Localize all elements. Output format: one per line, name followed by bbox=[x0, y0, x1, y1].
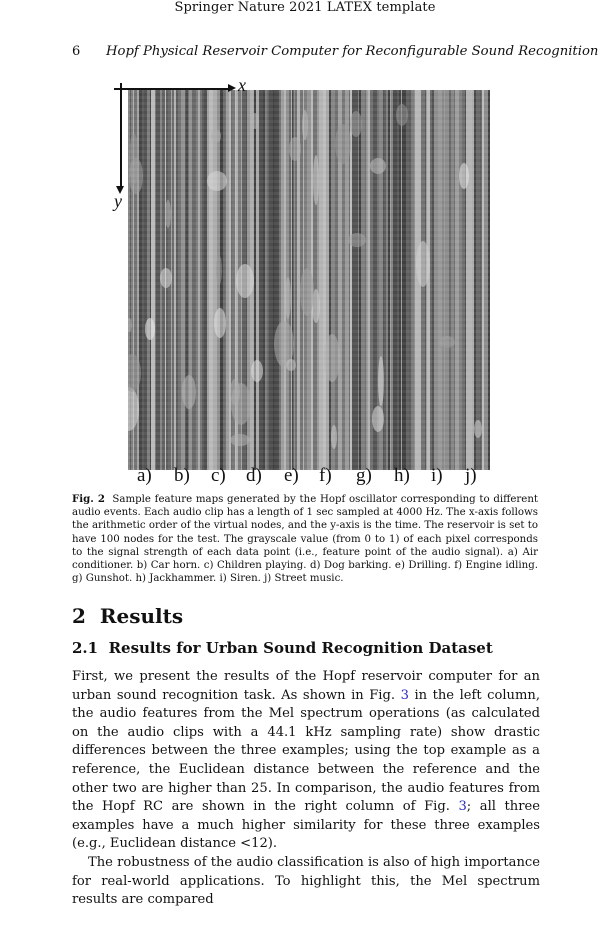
panel-label-a: a) bbox=[137, 465, 152, 486]
section-heading bbox=[72, 604, 183, 628]
subsection-number: 2.1 bbox=[72, 639, 99, 657]
x-axis-arrow-icon bbox=[228, 84, 236, 92]
subsection-title: Results for Urban Sound Recognition Dataset bbox=[108, 639, 493, 657]
section-number: 2 bbox=[72, 604, 86, 628]
paragraph-1 bbox=[72, 668, 540, 854]
paragraph-2: The robustness of the audio classification is also of high importance for real-world applications. To highlight this, the Mel spectrum results are compared bbox=[72, 854, 540, 908]
x-axis-line bbox=[114, 88, 232, 90]
panel-label-f: f) bbox=[319, 465, 332, 486]
feature-map-image bbox=[128, 90, 490, 470]
section-title: Results bbox=[99, 604, 184, 628]
figure-2 bbox=[110, 75, 500, 495]
running-head: Springer Nature 2021 LATEX template bbox=[174, 0, 436, 15]
y-axis-label: y bbox=[114, 191, 122, 211]
caption-figure-number: Fig. 2 bbox=[72, 493, 105, 505]
body-text bbox=[72, 668, 540, 910]
chapter-title: Hopf Physical Reservoir Computer for Reconfigurable Sound Recognition bbox=[106, 44, 599, 59]
panel-label-j: j) bbox=[465, 465, 477, 486]
paragraph-1-part-b: in the left column, the audio features from the Mel spectrum operations (as calculated on the audio clips with a 44.1 kHz sampling rate) show drastic differences between the three examples; using the top example as a reference, the Euclidean distance between the reference and the other two are higher than 25. In comparison, the audio features from the Hopf RC are shown in the right column of Fig. bbox=[72, 687, 540, 815]
page-number: 6 bbox=[72, 44, 81, 59]
panel-label-e: e) bbox=[284, 465, 299, 486]
panel-label-g: g) bbox=[356, 465, 372, 486]
panel-label-b: b) bbox=[174, 465, 190, 486]
caption-text: Sample feature maps generated by the Hopf oscillator corresponding to different audio events. Each audio clip has a length of 1 sec sampled at 4000 Hz. The x-axis follows the arithmetic order of the virtual nodes, and the y-axis is the time. The reservoir is set to have 100 nodes for the test. The grayscale value (from 0 to 1) of each pixel corresponds to the signal strength of each data point (i.e., feature point of the audio signal). a) Air conditioner. b) Car horn. c) Children playing. d) Dog barking. e) Drilling. f) Engine idling. g) Gunshot. h) Jackhammer. i) Siren. j) Street music. bbox=[72, 494, 538, 585]
panel-label-d: d) bbox=[246, 465, 262, 486]
paragraph-1-part-c: ; all three examples have a much higher similarity for these three examples (e.g., Euclidean distance <12). bbox=[72, 799, 540, 852]
panel-label-h: h) bbox=[394, 465, 410, 486]
subsection-heading bbox=[72, 639, 493, 657]
y-axis-line bbox=[120, 83, 122, 189]
panel-label-c: c) bbox=[211, 465, 226, 486]
panel-label-i: i) bbox=[431, 465, 443, 486]
figure-3-link[interactable]: 3 bbox=[400, 687, 409, 703]
x-axis-label: x bbox=[238, 75, 246, 95]
figure-caption bbox=[72, 493, 538, 585]
paragraph-1-part-a: First, we present the results of the Hopf reservoir computer for an urban sound recognition task. As shown in Fig. bbox=[72, 669, 540, 703]
figure-3-link-2[interactable]: 3 bbox=[458, 799, 467, 815]
